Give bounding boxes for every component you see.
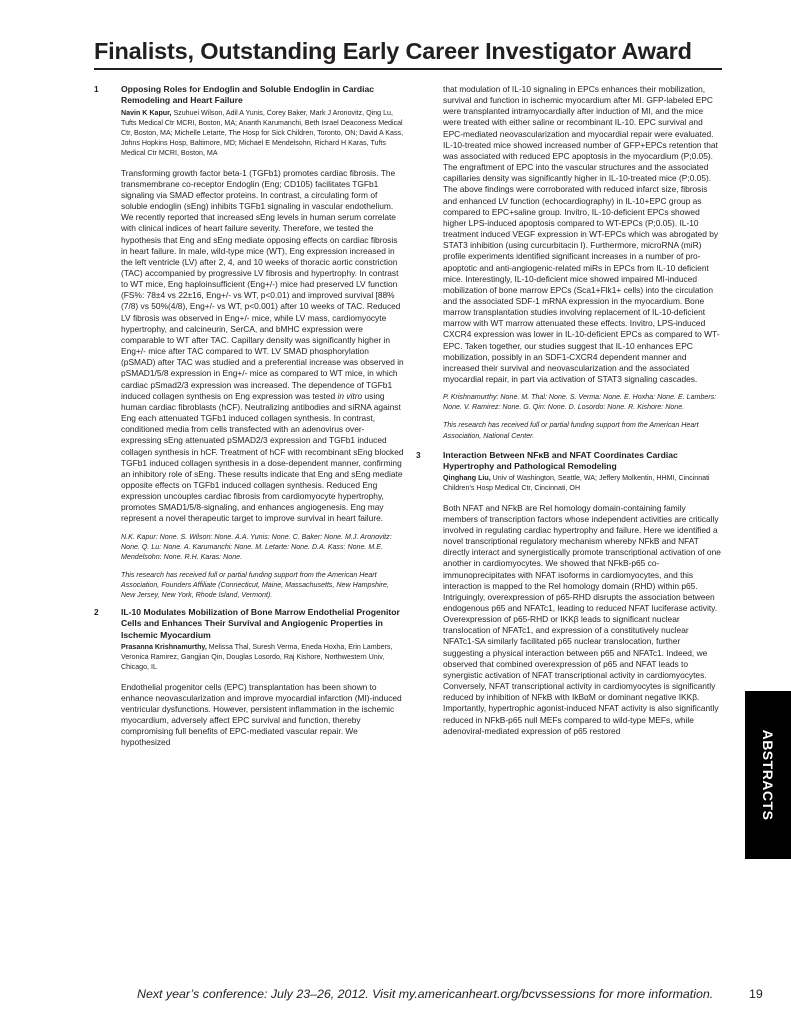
funding-note: This research has received full or partial funding support from the American Heart Association, Founders Affiliate (Connecticut, Maine, Massachusetts, New Hampshire, New Jersey, New York, Rhode Island, Vermont). [121,570,389,600]
disclosure-text: P. Krishnamurthy: None. M. Thal: None. S. Verma: None. E. Hoxha: None. E. Lambers: None. V. Ramirez: None. G. Qin: None. D. Losordo: None. R. Kishore: None. [443,393,717,412]
abstract-body-text: Endothelial progenitor cells (EPC) transplantation has been shown to enhance neovascularization and improve myocardial infarction (MI)-induced ventricular dysfunctions. However, persistent inflammation in the ischemic myocardium, adversely affect EPC survival and function, thereby compromising full benefits of EPC-mediated vascular repair. We hypothesized [121,681,402,748]
abstract-body-text: Transforming growth factor beta-1 (TGFb1) promotes cardiac fibrosis. The transmembrane co-receptor Endoglin (Eng; CD105) facilitates TGFb1 signaling via SMAD effector proteins. In contrast, a circulating form of soluble endoglin (sEng) inhibits TGFb1 signaling in vascular endothelium. We recently reported that increased sEng levels in human serum correlate with clinical indices of heart failure severity. Therefore, we tested the hypothesis that Eng and sEng mediate opposing effects on cardiac fibrosis in heart failure. In male, wild-type mice (WT), Eng expression increased in the left ventricle (LV) after 2, 4, and 10 weeks of thoracic aortic constriction (TAC) accompanied by progressive LV fibrosis and hypertrophy. In contrast to WT mice, Eng haploinsufficient (Eng+/-) mice had preserved LV function (FS%: 78±4 vs 22±16, Eng+/- vs WT, p<0.01) and improved survival [88%(7/8) vs 50%(4/8), Eng+/- vs WT, p<0.001) after 10 weeks of TAC. Reduced LV fibrosis was observed in Eng+/- mice, while LV mass, cardiomyocyte hypertrophy, and calcineurin, SerCA, and bMHC expression were comparable to WT after TAC. Capillary density was significantly higher in Eng+/- mice after TAC compared to WT. LV SMAD phosphorylation (pSMAD) after TAC was studied and a preferential increase was observed in pSMAD1/5/8 expression in Eng+/- mice as compared to WT mice, in which cardiac pSmad2/3 expression was increased. The dependence of TGFb1 induced collagen synthesis on Eng expression was tested [121,167,404,401]
page-title: Finalists, Outstanding Early Career Investigator Award [94,38,692,64]
abstract-body-text: Both NFAT and NFkB are Rel homology domain-containing family members of transcription factors whose independent activities are critically involved in regulating cardiac hypertrophy and failure. Here we identified a novel transcriptional regulatory mechanism whereby NFkB and NFAT directly interact and synergistically promote transcriptional activation of one another in cardiomyocytes. We showed that NFkB-p65 co-immunoprecipitates with NFAT isoforms in cardiomyocytes, and this interaction is mapped to the Rel homology domain (RHD) within p65. Intriguingly, overexpression of p65-RHD disrupts the association between endogenous p65 and NFATc1, leading to reduced NFAT luciferase activity. Overexpression of p65-RHD or IKKβ leads to significant nuclear translocation of NFATc1, and expression of a constitutively nuclear NFATc1-SA similarly facilitated p65 nuclear translocation, further suggesting a physical interaction between p65 and NFATc1. Indeed, we observed that combined overexpression of p65 and NFAT leads to synergistic activation of NFAT transcriptional activity in cardiomyocytes. Conversely, NFAT transcriptional activity in cardiomyocytes is significantly reduced by inhibition of NFkB with IkBαM or dominant negative IKKβ. Importantly, hypertrophic agonist-induced NFAT activity is also significantly reduced in NFkB-p65 null MEFs compared to wild-type MEFs, while adenoviral-mediated expression of p65 restored [443,502,721,736]
abstract-body-text: that modulation of IL-10 signaling in EPCs enhances their mobilization, survival and function in ischemic myocardium after MI. GFP-labeled EPC were transplanted intramyocardially after induction of MI, and the mice were treated with either saline or recombinant IL-10. EPC survival and EPC-mediated neovascularization and myocardial repair were evaluated. IL-10-treated mice showed increased number of GFP+EPCs retention that was associated with reduced EPC apoptosis in the myocardium (P;0.05). The engraftment of EPC into the vascular structures and the associated capillaries density was significantly higher in IL-10-treated mice (P;0.05). The above findings were corroborated with reduced infarct size, fibrosis and enhanced LV function (echocardiography) in IL-10+EPC group as compared to EPC+saline group. Invitro, IL-10-deficient EPCs showed higher LPS-induced apoptosis compared to WT-EPCs (P;0.05). IL-10 treatment induced VEGF expression in WT-EPCs which was abrogated by STAT3 inhibition (using curcurbitacin I). Furthermore, microRNA (miR) profile experiments identified significant increases in a number of pro-apoptotic and anti-angiogenic-related miRs in EPCs from IL-10 deficient mice. Interestingly, IL-10-deficient mice showed impaired MI-induced mobilization of bone marrow EPCs (Sca1+Flk1+ cells) into the circulation and the associated SDF-1 mRNA expression in the myocardium. Bone marrow transplantation studies involving replacement of IL-10-deficient marrow with WT marrow attenuated these effects. Invitro, LPS-induced CXCR4 expression was lower in IL-10-deficient EPCs as compared to WT-EPC. Taken together, our studies suggest that IL-10 enhances EPC mobilization, possibly in an SDF1-CXCR4 dependent manner and increased their survival and neovascularization and the associated myocardial repair, in part via activation of STAT3 signaling cascades. [443,84,720,385]
abstract-authors [443,473,722,493]
side-tab-label: ABSTRACTS [760,729,776,821]
abstract-body [94,682,404,749]
right-column [416,84,722,737]
abstract-body-text: using human cardiac fibroblasts (hCF). Neutralizing antibodies and siRNA against Eng each attenuated TGFb1 induced collagen synthesis. In contrast, conditioned media from cells transfected with an adenovirus over-expressing sEng attenuated pSMAD2/3 expression and TGFb1 induced collagen synthesis in hCF. Treatment of hCF with recombinant sEng blocked TGFb1 induced collagen synthesis in a dose-dependent manner, confirming an inhibitory role of sEng. These results indicate that Eng and sEng mediate opposite effects on TGFb1 induced collagen synthesis. Reduced Eng expression uncouples cardiac fibrosis from cardiomyocyte hypertrophy, promotes SMAD1/5/8-signaling, and enhances angiogenesis. Eng may represent a novel therapeutic target to improve survival in heart failure. [121,390,404,524]
footer-note: Next year’s conference: July 23–26, 2012. Visit my.americanheart.org/bcvssessions for more information. [137,987,714,1001]
disclosure-text: N.K. Kapur: None. S. Wilson: None. A.A. Yunis: None. C. Baker: None. M.J. Aronovitz: None. Q. Lu: None. A. Karumanchi: None. M. Letarte: None. D.A. Kass: None. M.E. Mendelsohn: None. R.H. Karas: None. [121,532,392,561]
abstract-3 [416,450,722,737]
abstract-authors [121,642,404,673]
abstract-title: Interaction Between NFκB and NFAT Coordinates Cardiac Hypertrophy and Pathological Remodeling [443,449,678,471]
abstract-body-italic: in vitro [337,390,363,401]
abstract-number: 2 [94,607,99,618]
coauthors: Melissa Thal, Suresh Verma, Eneda Hoxha, Erin Lambers, Veronica Ramirez, Gangjian Qin, Douglas Losordo, Raj Kishore, Northwestern Univ, Chicago, IL [121,643,393,672]
abstract-1 [94,84,404,600]
page-number: 19 [749,987,763,1001]
abstract-title: IL-10 Modulates Mobilization of Bone Marrow Endothelial Progenitor Cells and Enhances Their Survival and Angiogenic Properties in Ischemic Myocardium [121,607,400,640]
funding-note: This research has received full or partial funding support from the American Heart Association, National Center. [443,421,699,440]
disclosure [94,532,404,562]
left-column [94,84,404,749]
coauthors: Univ of Washington, Seattle, WA; Jeffery Molkentin, HHMI, Cincinnati Children’s Hosp Medical Ctr, Cincinnati, OH [443,474,710,493]
abstracts-side-tab [745,691,791,859]
abstract-2-continued [416,84,722,441]
presenter-name: Navin K Kapur, [121,108,172,117]
abstract-2 [94,607,404,748]
abstract-body [416,84,722,385]
title-divider [94,68,722,70]
disclosure [416,392,722,412]
presenter-name: Prasanna Krishnamurthy, [121,643,207,652]
presenter-name: Qinghang Liu, [443,474,491,483]
abstract-body [94,168,404,525]
abstract-title: Opposing Roles for Endoglin and Soluble Endoglin in Cardiac Remodeling and Heart Failure [121,84,375,106]
coauthors: Szuhuei Wilson, Adil A Yunis, Corey Baker, Mark J Aronovitz, Qing Lu, Tufts Medical Ctr MCRI, Boston, MA; Ananth Karumanchi, Beth Israel Deaconess Medical Ctr, Boston, MA; Michelle Letarte, The Hosp for Sick Children, Toronto, ON; David A Kass, Johns Hopkins Hosp, Baltimore, MD; Michael E Mendelsohn, Richard H Karas, Tufts Medical Ctr MCRI, Boston, MA [121,108,404,158]
abstract-number: 3 [416,449,421,460]
abstract-authors [121,108,404,159]
abstract-number: 1 [94,84,99,94]
abstract-body [416,503,722,737]
